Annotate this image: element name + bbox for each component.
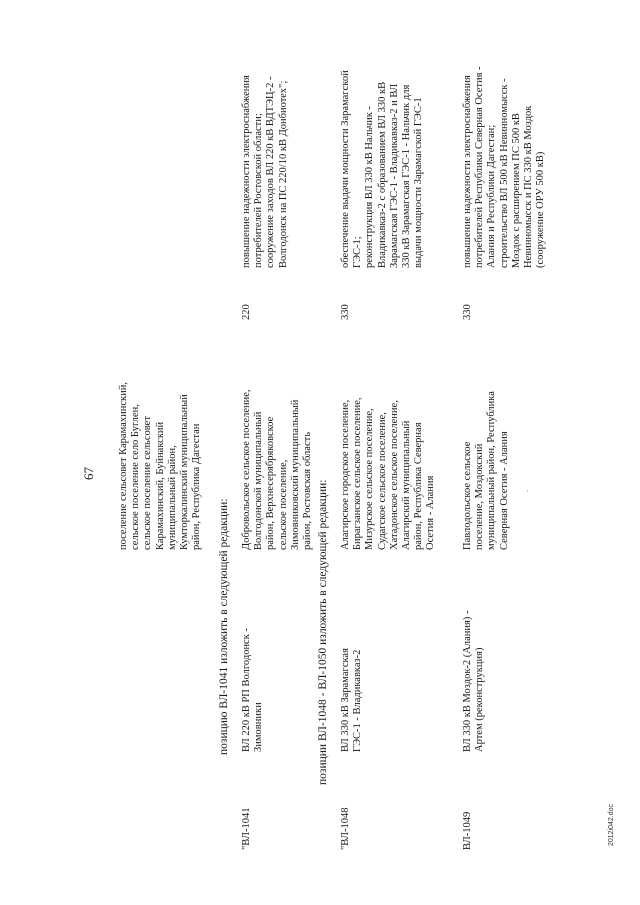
row-1041-code: "ВЛ-1041 bbox=[241, 807, 252, 850]
row-1049-name: ВЛ 330 кВ Моздок-2 (Алания) - Артем (реконструкция) bbox=[462, 610, 486, 752]
row-1049-code: ВЛ-1049 bbox=[462, 811, 473, 850]
row-1041-voltage: 220 bbox=[241, 304, 252, 320]
heading-vl-1041: позицию ВЛ-1041 изложить в следующей редакции: bbox=[218, 498, 230, 755]
row-1049-purpose: повышение надежности электроснабжения потребителей Республики Северная Осетия - Алания и Республики Дагестан; строительство ВЛ 500 кВ Невинномысск - Моздок с расширением ПС 500 кВ Невинномысск и ПС 330 кВ Моздок (сооружение ОРУ 500 кВ) bbox=[462, 66, 547, 268]
row-1041-name: ВЛ 220 кВ РП Волгодонск - Зимовники bbox=[241, 628, 265, 752]
row-1049-territory: Павлодольское сельское поселение, Моздокский муниципальный район, Республика Северная Осетия - Алания bbox=[462, 391, 510, 550]
row-1041-territory: Добровольское сельское поселение, Волгодонской муниципальный район, Верхнесерябряковское сельское поселение, Зимовниковский муниципальный район, Ростовская область bbox=[241, 389, 314, 550]
row-1049-voltage: 330 bbox=[462, 304, 473, 320]
row-1048-purpose: обеспечение выдачи мощности Зарамагской ГЭС-1; реконструкция ВЛ 330 кВ Нальчик - Владикавказ-2 с образованием ВЛ 330 кВ Зарамагская ГЭС-1 - Владикавказ-2 и ВЛ 330 кВ Зарамагская ГЭС-1 - Нальчик для выдачи мощности Зарамагской ГЭС-1 bbox=[340, 70, 425, 268]
row-1041-purpose: повышение надежности электроснабжения потребителей Ростовской области; сооружение заходов ВЛ 220 кВ ВДТЭЦ-2 - Волгодонск на ПС 220/10 кВ Донбиотех"; bbox=[241, 75, 289, 268]
scan-speck: . bbox=[521, 490, 530, 492]
row-1048-voltage: 330 bbox=[340, 304, 351, 320]
page-number: 67 bbox=[81, 467, 96, 480]
row-1048-code: "ВЛ-1048 bbox=[340, 807, 351, 850]
file-name: 2012i042.doc bbox=[608, 803, 615, 846]
row-1048-territory: Алагирское городское поселение, Бирагзанское сельское поселение, Мизурское сельское поселение, Судагское сельское поселение, Хатадонское сельское поселение, Алагирский муниципальный район, Республика Северная Осетия - Алания bbox=[340, 397, 437, 550]
rotated-content bbox=[60, 60, 620, 880]
row-1048-name: ВЛ 330 кВ Зарамагская ГЭС-1 - Владикавказ-2 bbox=[340, 648, 364, 752]
territory-continuation: поселение сельсовет Карамахинский, сельское поселение село Буглен, сельское поселение сельсовет Карамахинский, Буйнакский муниципальный район, Кумторкалинский муниципальный район, Республика Дагестан bbox=[118, 382, 203, 550]
heading-vl-1048-1050: позиции ВЛ-1048 - ВЛ-1050 изложить в следующей редакции: bbox=[317, 479, 329, 785]
